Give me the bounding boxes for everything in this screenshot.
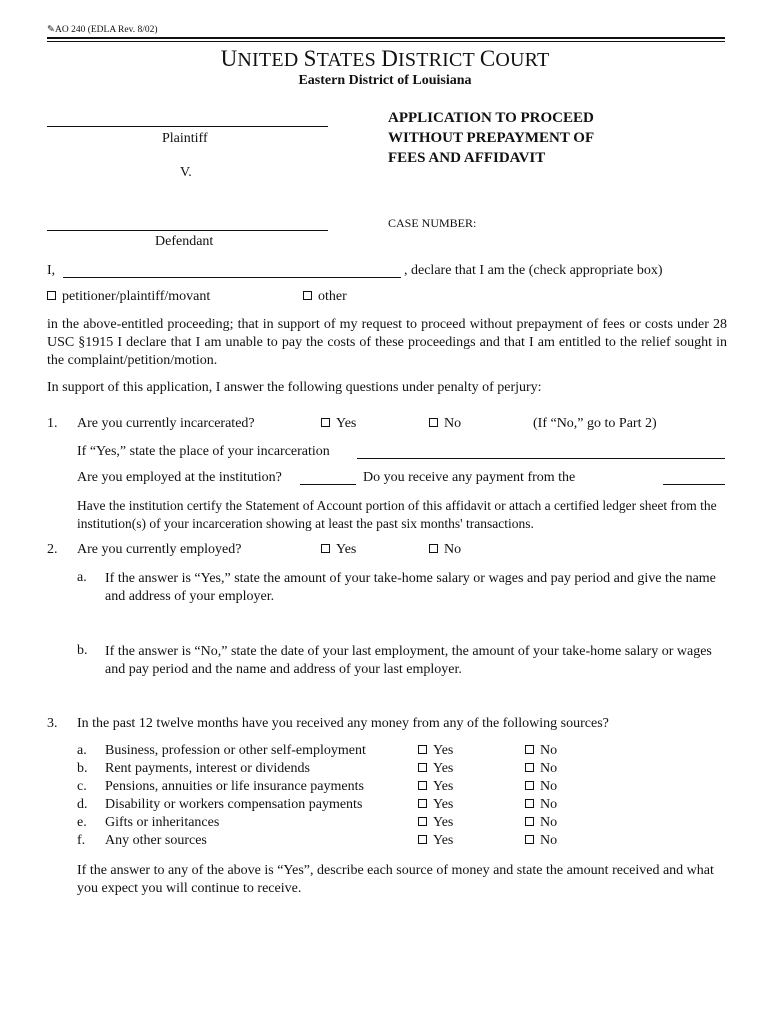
option-other-label: other [318,289,347,304]
q3-source-letter: f. [77,833,86,848]
q1-employed-label: Are you employed at the institution? [77,470,282,485]
q3-source-yes[interactable]: Yes [418,797,453,813]
application-title-line-1: APPLICATION TO PROCEED [388,110,594,126]
q3-followup: If the answer to any of the above is “Yes”, describe each source of money and state the amount received and what you expect you will continue to receive. [77,863,714,896]
q3-source-yes[interactable]: Yes [418,761,453,777]
q3-source-label: Rent payments, interest or dividends [105,761,310,776]
q3-yes-checkbox[interactable] [418,817,427,826]
q3-no-checkbox[interactable] [525,763,534,772]
defendant-name-field[interactable] [47,230,328,231]
form-id [47,24,158,35]
q3-yes-checkbox[interactable] [418,763,427,772]
q3-source-yes[interactable]: Yes [418,833,453,849]
q3-source-no[interactable]: No [525,743,557,759]
q1-place-label: If “Yes,” state the place of your incarceration [77,444,330,459]
q3-no-checkbox[interactable] [525,781,534,790]
q3-source-yes[interactable]: Yes [418,779,453,795]
q3-no-checkbox[interactable] [525,745,534,754]
q3-source-no[interactable]: No [525,833,557,849]
q3-number: 3. [47,716,58,731]
q2-question: Are you currently employed? [77,542,242,557]
q1-number: 1. [47,416,58,431]
q2a-letter: a. [77,570,87,585]
q3-yes-checkbox[interactable] [418,745,427,754]
q3-source-letter: e. [77,815,87,830]
q3-yes-checkbox[interactable] [418,835,427,844]
q1-no-option[interactable]: No [429,416,461,432]
q3-question: In the past 12 twelve months have you received any money from any of the following sources? [77,716,609,731]
q3-source-label: Any other sources [105,833,207,848]
q1-yes-checkbox[interactable] [321,418,330,427]
q3-no-checkbox[interactable] [525,799,534,808]
petitioner-checkbox[interactable] [47,291,56,300]
application-title-line-3: FEES AND AFFIDAVIT [388,150,546,166]
q3-source-label: Pensions, annuities or life insurance payments [105,779,364,794]
q3-no-checkbox[interactable] [525,835,534,844]
q3-no-checkbox[interactable] [525,817,534,826]
q1-employed-field[interactable] [300,484,356,485]
q3-source-yes[interactable]: Yes [418,743,453,759]
q1-no-checkbox[interactable] [429,418,438,427]
district-name: Eastern District of Louisiana [298,73,472,88]
q3-source-no[interactable]: No [525,797,557,813]
other-checkbox[interactable] [303,291,312,300]
application-title-line-2: WITHOUT PREPAYMENT OF [388,130,595,146]
q3-source-no[interactable]: No [525,815,557,831]
declare-text: , declare that I am the (check appropriate box) [404,263,663,278]
q2b-text: If the answer is “No,” state the date of your last employment, the amount of your take-home salary or wages and pay period and the name and address of your last employer. [105,644,712,677]
court-title: UNITED STATES DISTRICT COURT [220,46,550,71]
pen-icon: ✎ [47,25,55,35]
header-rule-top [47,37,725,39]
q1-certify-text: Have the institution certify the Statement of Account portion of this affidavit or attach a certified ledger sheet from the institution(s) of your incarceration showing at least the past six months' transactions. [77,498,717,531]
versus-label: V. [180,165,192,180]
q2-number: 2. [47,542,58,557]
q1-note: (If “No,” go to Part 2) [533,416,657,431]
q3-source-letter: c. [77,779,87,794]
q1-place-field[interactable] [357,458,725,459]
q3-source-no[interactable]: No [525,779,557,795]
q2-yes-option[interactable]: Yes [321,542,356,558]
q3-source-label: Gifts or inheritances [105,815,220,830]
q1-payment-field[interactable] [663,484,725,485]
header-rule-bottom [47,41,725,42]
q1-yes-option[interactable]: Yes [321,416,356,432]
q1-question: Are you currently incarcerated? [77,416,255,431]
option-other[interactable] [303,289,347,305]
q3-yes-checkbox[interactable] [418,781,427,790]
form-id-text: AO 240 (EDLA Rev. 8/02) [54,25,158,35]
q2-no-option[interactable]: No [429,542,461,558]
case-number-label: CASE NUMBER: [388,216,477,230]
q3-source-label: Business, profession or other self-employment [105,743,366,758]
q3-source-label: Disability or workers compensation payments [105,797,363,812]
option-petitioner-label: petitioner/plaintiff/movant [62,289,211,304]
q2-yes-checkbox[interactable] [321,544,330,553]
declaration-paragraph: in the above-entitled proceeding; that in support of my request to proceed without prepayment of fees or costs under 28 USC §1915 I declare that I am unable to pay the costs of these proceedings and that I am entitled to the relief sought in the complaint/petition/motion. [47,317,727,368]
q2b-letter: b. [77,643,88,658]
plaintiff-name-field[interactable] [47,126,328,127]
q3-source-yes[interactable]: Yes [418,815,453,831]
q3-yes-checkbox[interactable] [418,799,427,808]
q3-source-no[interactable]: No [525,761,557,777]
defendant-label: Defendant [155,234,214,249]
support-text: In support of this application, I answer the following questions under penalty of perjury: [47,380,542,395]
q3-source-letter: b. [77,761,88,776]
declarant-name-field[interactable] [63,277,401,278]
declarant-i-label: I, [47,263,56,278]
q2a-text: If the answer is “Yes,” state the amount of your take-home salary or wages and pay period and give the name and address of your employer. [105,571,716,604]
q1-payment-label: Do you receive any payment from the [363,470,576,485]
q2-no-checkbox[interactable] [429,544,438,553]
plaintiff-label: Plaintiff [162,131,208,146]
q3-source-letter: d. [77,797,88,812]
q3-source-letter: a. [77,743,87,758]
option-petitioner[interactable] [47,289,210,305]
